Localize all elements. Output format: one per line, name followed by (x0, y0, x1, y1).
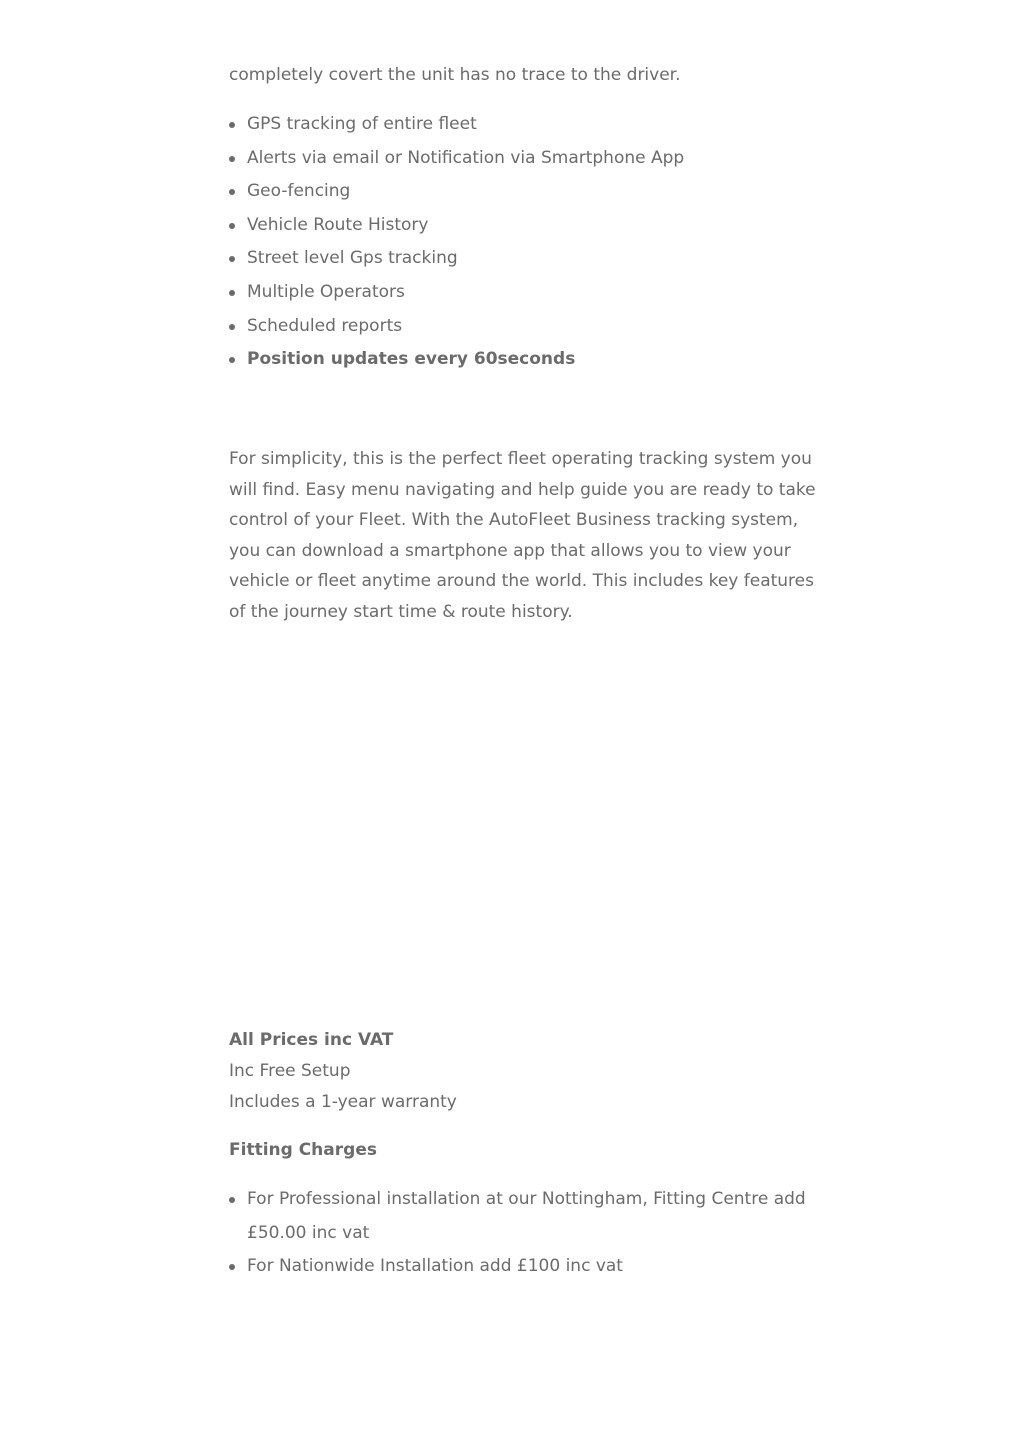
list-item: Vehicle Route History (229, 209, 829, 243)
list-item: Geo-fencing (229, 175, 829, 209)
intro-text: completely covert the unit has no trace to the driver. (229, 65, 681, 85)
features-list (229, 108, 829, 377)
prices-heading: All Prices inc VAT (229, 1030, 394, 1050)
list-item: Multiple Operators (229, 276, 829, 310)
list-item: For Nationwide Installation add £100 inc vat (229, 1250, 827, 1284)
list-item: GPS tracking of entire fleet (229, 108, 829, 142)
list-item: Alerts via email or Notification via Smartphone App (229, 142, 829, 176)
fitting-charges-heading: Fitting Charges (229, 1140, 377, 1160)
fitting-charges-list (229, 1183, 829, 1284)
position-updates-item: Position updates every 60seconds (229, 343, 829, 377)
description-paragraph: For simplicity, this is the perfect fleet operating tracking system you will find. Easy menu navigating and help guide you are ready to take control of your Fleet. With the AutoFleet Business tracking system, you can download a smartphone app that allows you to view your vehicle or fleet anytime around the world. This includes key features of the journey start time & route history. (229, 449, 816, 622)
pricing-block (229, 1025, 457, 1118)
list-item: For Professional installation at our Nottingham, Fitting Centre add £50.00 inc vat (229, 1183, 827, 1250)
warranty-text: Includes a 1-year warranty (229, 1092, 457, 1112)
list-item: Street level Gps tracking (229, 242, 829, 276)
free-setup-text: Inc Free Setup (229, 1061, 351, 1081)
list-item: Scheduled reports (229, 310, 829, 344)
